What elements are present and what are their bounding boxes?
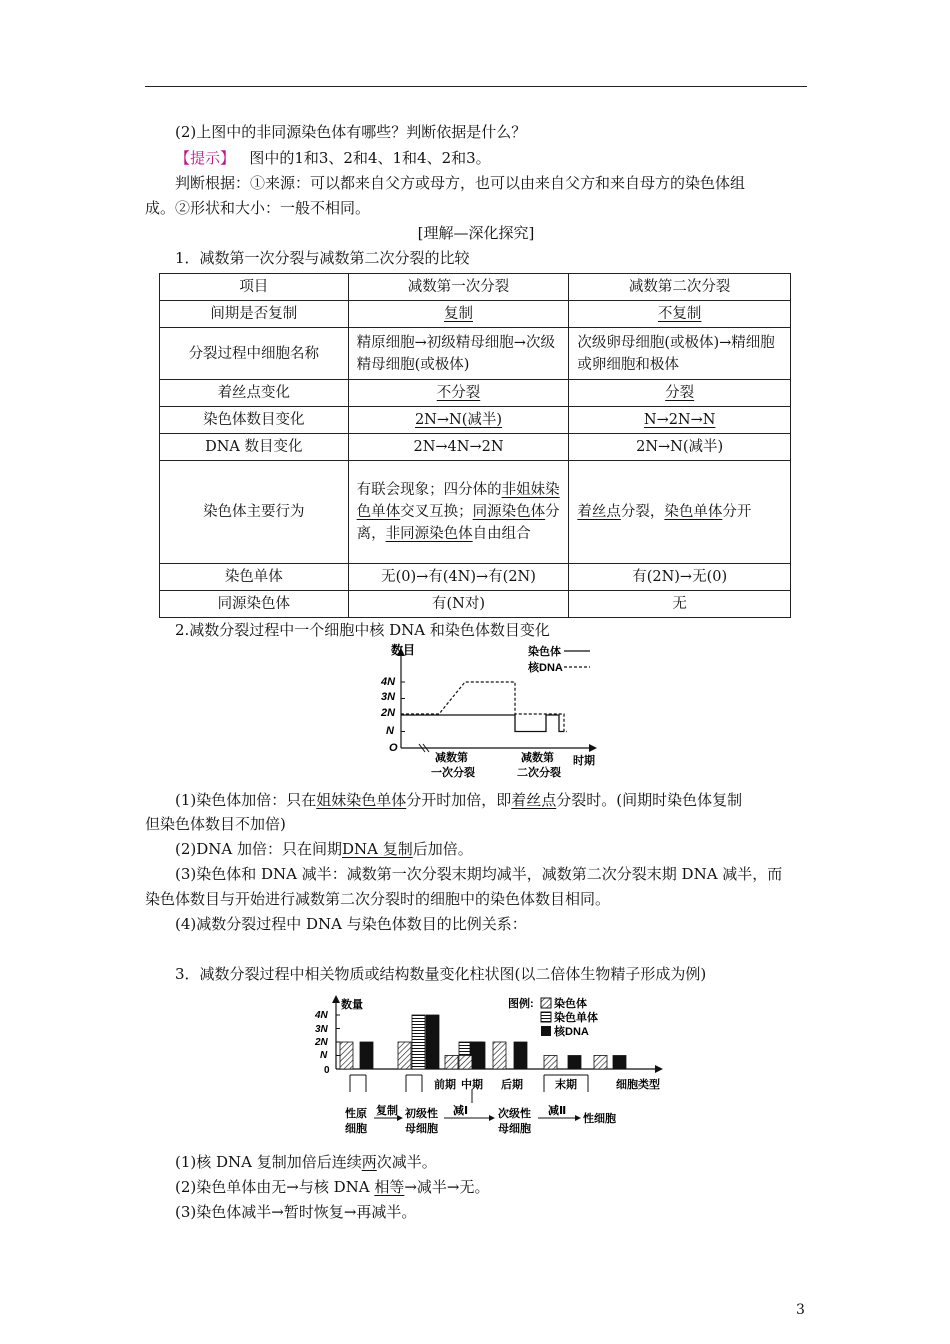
y-tick: 3N (381, 691, 396, 703)
item1-title: 1．减数第一次分裂与减数第二次分裂的比较 (175, 249, 470, 267)
table-header: 减数第二次分裂 (569, 274, 791, 301)
cell-type-label: 性细胞 (583, 1113, 616, 1125)
bar-chromosome (340, 1042, 353, 1069)
note-3-3: (3)染色体减半→暂时恢复→再减半。 (175, 1203, 417, 1221)
note-text: 相等 (374, 1178, 405, 1196)
note-2-4: (4)减数分裂过程中 DNA 与染色体数目的比例关系： (175, 915, 527, 933)
item3-title: 3．减数分裂过程中相关物质或结构数量变化柱状图(以二倍体生物精子形成为例) (175, 965, 707, 983)
table-row (160, 407, 791, 434)
bar-chromosome (544, 1056, 557, 1070)
row-label: 分裂过程中细胞名称 (160, 328, 349, 380)
page-number: 3 (796, 1302, 805, 1318)
note-2-3: (3)染色体和 DNA 减半：减数第一次分裂末期均减半，减数第二次分裂末期 DNA 减半，而 (175, 865, 783, 883)
note-2-2 (145, 837, 807, 861)
y-tick: 0 (324, 1065, 330, 1076)
table-row (160, 328, 791, 380)
table-cell: 精原细胞→初级精母细胞→次级精母细胞(或极体) (348, 328, 569, 380)
y-axis-arrow (332, 995, 340, 1003)
basis-line-2: 成。②形状和大小：一般不相同。 (145, 199, 371, 217)
phase-label: 后期 (501, 1079, 523, 1091)
cell-text: 分裂， (620, 504, 665, 520)
note-text: (2)染色单体由无→与核 DNA (175, 1178, 375, 1196)
note-text: (1)核 DNA 复制加倍后连续 (175, 1153, 362, 1171)
y-tick: 4N (315, 1010, 328, 1021)
hint-text: 图中的1和3、2和4、1和4、2和3。 (249, 149, 491, 167)
legend-swatch-chromatid (541, 1012, 551, 1022)
table-cell: 2N→N(减半) (569, 434, 791, 461)
legend-swatch-chromosome (541, 998, 551, 1008)
y-label: 数目 (391, 643, 416, 657)
table-row (160, 301, 791, 328)
table-cell: 分裂 (665, 385, 695, 401)
cell-text: 非姐妹染色单体 (356, 482, 560, 520)
cell-type-label: 母细胞 (498, 1123, 531, 1135)
note-2-1 (145, 788, 807, 812)
table-cell: N→2N→N (643, 412, 716, 428)
table-row (160, 380, 791, 407)
note-3-1 (145, 1150, 807, 1174)
chromosome-series-line (401, 715, 564, 732)
row-label: 染色体主要行为 (160, 461, 349, 564)
cell-text: 有联会现象；四分体的 (356, 482, 502, 498)
phase-label: 中期 (461, 1079, 483, 1091)
table-header: 减数第一次分裂 (348, 274, 569, 301)
dna-series-line (401, 682, 567, 732)
cell-text: 同源染色体 (472, 504, 546, 520)
row-label: 同源染色体 (160, 591, 349, 618)
division-label: 减Ⅱ (548, 1105, 567, 1117)
cell-type-label: 细胞 (345, 1123, 367, 1135)
cell-text: 交叉互换； (400, 504, 473, 520)
bar-chromatid (412, 1015, 425, 1069)
bar-dna (360, 1042, 373, 1069)
note-text: →减半→无。 (404, 1178, 490, 1196)
bar-dna (568, 1056, 581, 1070)
cell-text: 非同源染色体 (385, 526, 473, 542)
table-cell: 2N→N(减半) (414, 412, 503, 428)
hint-label: 【提示】 (175, 149, 236, 167)
phase1-label: 减数第 (435, 752, 468, 764)
cell-type-label: 性原 (345, 1108, 367, 1120)
note-2-1-cont: 但染色体数目不加倍) (145, 815, 286, 833)
note-text: DNA 复制 (342, 840, 413, 858)
row-label: 染色体数目变化 (160, 407, 349, 434)
comparison-table (159, 273, 791, 618)
note-text: 着丝点 (511, 791, 557, 809)
table-header: 项目 (160, 274, 349, 301)
phase-label: 末期 (555, 1079, 577, 1091)
legend-label: 染色体 (554, 998, 587, 1010)
y-tick: 2N (381, 707, 396, 719)
cell-text: 着丝点 (577, 504, 621, 520)
table-cell: 次级卵母细胞(或极体)→精细胞或卵细胞和极体 (569, 328, 791, 380)
row-label: 间期是否复制 (160, 301, 349, 328)
cell-text: 染色单体 (664, 504, 723, 520)
division-label: 减Ⅰ (453, 1105, 469, 1117)
note-text: 姐妹染色单体 (316, 791, 407, 809)
legend-dna: 核DNA (528, 662, 563, 674)
legend-label: 核DNA (554, 1026, 589, 1038)
header-rule (145, 86, 807, 87)
cell-type-label: 次级性 (498, 1108, 531, 1120)
x-axis-arrow (655, 1065, 663, 1073)
table-row (160, 564, 791, 591)
dna-chromosome-line-chart (355, 640, 605, 782)
cell-type-label: 母细胞 (405, 1123, 438, 1135)
note-text: 后加倍。 (412, 840, 473, 858)
row-label: DNA 数目变化 (160, 434, 349, 461)
note-text: 分开时加倍，即 (406, 791, 512, 809)
bar-chromosome (493, 1042, 506, 1069)
table-cell: 不复制 (657, 306, 702, 322)
hint-line (145, 146, 807, 170)
bar-chromosome (594, 1056, 607, 1070)
phase-label: 前期 (434, 1079, 456, 1091)
note-text: 分裂时。(间期时染色体复制 (556, 791, 743, 809)
table-cell: 有(2N)→无(0) (569, 564, 791, 591)
item2-title: 2.减数分裂过程中一个细胞中核 DNA 和染色体数目变化 (175, 621, 550, 639)
y-tick: 2N (315, 1037, 328, 1048)
note-3-2 (145, 1175, 807, 1199)
bar-chromosome (459, 1056, 472, 1070)
table-cell: 有(N对) (348, 591, 569, 618)
table-cell: 不分裂 (436, 385, 481, 401)
table-cell: 无 (569, 591, 791, 618)
bar-chromosome (398, 1042, 411, 1069)
row-label: 着丝点变化 (160, 380, 349, 407)
table-cell: 复制 (443, 306, 473, 322)
copy-label: 复制 (376, 1105, 398, 1117)
meiosis-bar-chart (312, 993, 672, 1143)
bar-dna (613, 1056, 626, 1070)
y-label: 数量 (341, 999, 363, 1011)
cell-text: 分开 (722, 504, 752, 520)
note-text: 次减半。 (376, 1153, 437, 1171)
legend-label: 染色单体 (554, 1012, 598, 1024)
section-heading: [理解—深化探究] (417, 224, 535, 242)
row-label: 染色单体 (160, 564, 349, 591)
legend-title: 图例: (508, 998, 534, 1010)
phase2-label: 减数第 (521, 752, 554, 764)
table-row (160, 461, 791, 564)
table-cell: 2N→4N→2N (348, 434, 569, 461)
bar-dna (426, 1015, 439, 1069)
table-cell (569, 461, 791, 564)
note-text: 两 (361, 1153, 377, 1171)
y-tick: 4N (381, 676, 396, 688)
y-tick: N (320, 1050, 328, 1061)
note-2-3-cont: 染色体数目与开始进行减数第二次分裂时的细胞中的染色体数目相同。 (145, 890, 611, 908)
table-cell: 无(0)→有(4N)→有(2N) (348, 564, 569, 591)
table-cell (348, 461, 569, 564)
cell-type-label: 初级性 (405, 1108, 438, 1120)
y-tick: N (386, 725, 394, 737)
bar-chromosome (445, 1056, 458, 1070)
legend-chromosome: 染色体 (528, 646, 561, 658)
cell-text: 自由组合 (472, 526, 531, 542)
cell-text: 分离， (356, 504, 560, 542)
x-label: 细胞类型 (616, 1079, 660, 1091)
table-row (160, 434, 791, 461)
note-text: (1)染色体加倍：只在 (175, 791, 317, 809)
y-tick: 3N (315, 1024, 328, 1035)
phase1-label: 一次分裂 (431, 767, 475, 779)
bar-dna (514, 1042, 527, 1069)
bar-dna (472, 1042, 485, 1069)
y-tick: O (389, 742, 398, 754)
table-row (160, 591, 791, 618)
phase2-label: 二次分裂 (517, 767, 561, 779)
basis-line-1: 判断根据：①来源：可以都来自父方或母方，也可以由来自父方和来自母方的染色体组 (175, 174, 746, 192)
legend-swatch-dna (541, 1026, 551, 1036)
note-text: (2)DNA 加倍：只在间期 (175, 840, 343, 858)
question-2: (2)上图中的非同源染色体有哪些？判断依据是什么？ (175, 123, 527, 141)
table-header-row (160, 274, 791, 301)
x-axis-arrow (589, 744, 597, 752)
x-label: 时期 (573, 755, 595, 767)
